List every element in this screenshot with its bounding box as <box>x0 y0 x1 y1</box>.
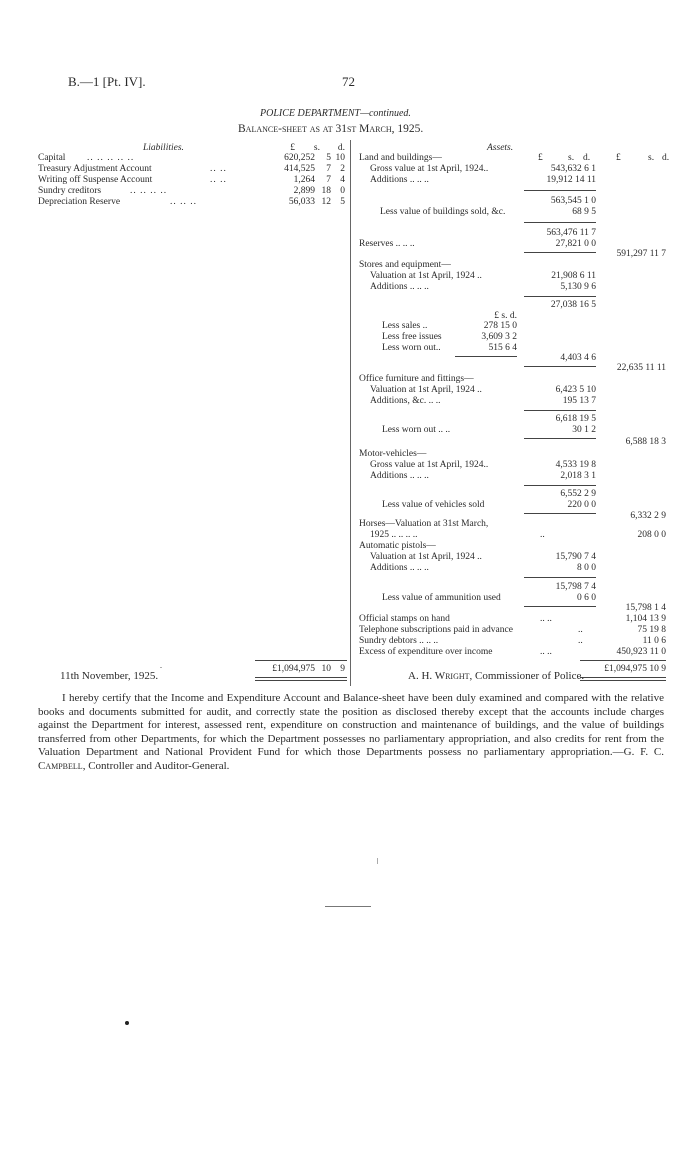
liab-leader: .. .. <box>210 164 227 174</box>
liab-label: Sundry creditors <box>38 186 102 196</box>
rule <box>524 410 596 411</box>
motor-total: 6,332 2 9 <box>630 511 666 521</box>
stores-less-total: 4,403 4 6 <box>560 353 596 363</box>
other-asset-leader: .. .. <box>540 614 552 624</box>
motor-title: Motor-vehicles— <box>359 449 427 459</box>
horses-leader: .. <box>540 530 545 540</box>
assets-total-double-rule-2 <box>580 680 666 681</box>
liab-label: Depreciation Reserve <box>38 197 121 207</box>
horses-total: 208 0 0 <box>637 530 666 540</box>
reserves-value: 27,821 0 0 <box>555 239 596 249</box>
stores-add-value: 5,130 9 6 <box>560 282 596 292</box>
liab-shillings: 7 <box>326 175 331 185</box>
footer-rule <box>325 906 371 907</box>
other-asset-leader: .. <box>578 625 583 635</box>
signatory-name: A. H. Wright <box>408 670 470 682</box>
liab-total-double-rule-2 <box>255 680 347 681</box>
assets-head-pounds-2: £ <box>616 153 621 163</box>
horses-label-1: Horses—Valuation at 31st March, <box>359 519 489 529</box>
liab-label: Writing off Suspense Account <box>38 175 153 185</box>
liab-leader: .. .. .. .. .. <box>87 153 135 163</box>
ink-speck <box>125 1021 129 1025</box>
department-title: POLICE DEPARTMENT—continued. <box>260 108 411 119</box>
office-total: 6,588 18 3 <box>625 437 666 447</box>
assets-heading: Assets. <box>487 143 514 153</box>
page-number: 72 <box>342 74 355 89</box>
stores-total: 22,635 11 11 <box>616 363 666 373</box>
stores-less-value: 278 15 0 <box>483 321 517 331</box>
liab-total-rule <box>255 660 347 661</box>
balance-sheet-title: Balance-sheet as at 31st March, 1925. <box>238 123 424 135</box>
other-asset-label: Sundry debtors .. .. .. <box>359 636 439 646</box>
stores-less-label: Less worn out.. <box>382 343 441 353</box>
signatory-title: , Commissioner of Police. <box>469 670 585 682</box>
liab-total-d: 9 <box>340 664 345 674</box>
stores-less-value: 515 6 4 <box>488 343 517 353</box>
office-val-value: 6,423 5 10 <box>555 385 596 395</box>
liab-pence: 10 <box>335 153 345 163</box>
liab-shillings: 12 <box>321 197 331 207</box>
stores-val-value: 21,908 6 11 <box>551 271 596 281</box>
liab-leader: .. .. .. .. <box>130 186 168 196</box>
stores-subtotal: 27,038 16 5 <box>550 300 596 310</box>
signature-line <box>408 670 584 683</box>
liab-pounds: 2,899 <box>293 186 315 196</box>
audit-certificate <box>38 692 664 774</box>
liab-shillings: 18 <box>321 186 331 196</box>
pistols-val-value: 15,790 7 4 <box>555 552 596 562</box>
liab-total-pounds: £1,094,975 <box>272 664 315 674</box>
liab-leader: .. .. .. <box>170 197 197 207</box>
liab-head-s: s. <box>313 143 320 153</box>
motor-add-label: Additions .. .. .. <box>370 471 429 481</box>
assets-head-d-1: d. <box>583 153 591 163</box>
other-asset-label: Official stamps on hand <box>359 614 450 624</box>
pistols-less-label: Less value of ammunition used <box>382 593 501 603</box>
motor-less-label: Less value of vehicles sold <box>382 500 485 510</box>
liab-total-s: 10 <box>321 664 331 674</box>
liab-pounds: 414,525 <box>284 164 315 174</box>
rule <box>524 296 596 297</box>
liab-head-d: d. <box>337 143 345 153</box>
stores-less-value: 3,609 3 2 <box>481 332 517 342</box>
liab-shillings: 7 <box>326 164 331 174</box>
office-val-label: Valuation at 1st April, 1924 .. <box>370 385 482 395</box>
office-less-value: 30 1 2 <box>572 425 596 435</box>
land-gross-label: Gross value at 1st April, 1924.. <box>370 164 489 174</box>
column-divider <box>350 140 351 686</box>
motor-less-value: 220 0 0 <box>567 500 596 510</box>
liab-pence: 0 <box>340 186 345 196</box>
other-asset-value: 1,104 13 9 <box>625 614 666 624</box>
margin-dot: . <box>160 661 162 670</box>
pistols-val-label: Valuation at 1st April, 1924 .. <box>370 552 482 562</box>
office-less-label: Less worn out .. .. <box>382 425 451 435</box>
stores-less-heads: £ s. d. <box>494 311 517 321</box>
auditor-title: , Controller and Auditor-General. <box>82 759 230 772</box>
rule <box>455 356 517 357</box>
report-reference: B.—1 [Pt. IV]. <box>68 74 146 89</box>
other-asset-value: 11 0 6 <box>642 636 666 646</box>
assets-total-double-rule-1 <box>580 677 666 678</box>
stores-val-label: Valuation at 1st April, 1924 .. <box>370 271 482 281</box>
assets-head-s-1: s. <box>568 153 575 163</box>
liab-head-pounds: £ <box>290 143 295 153</box>
motor-gross-value: 4,533 19 8 <box>555 460 596 470</box>
other-asset-label: Excess of expenditure over income <box>359 647 493 657</box>
pistols-less-value: 0 6 0 <box>577 593 596 603</box>
land-less-label: Less value of buildings sold, &c. <box>380 207 506 217</box>
other-asset-value: 75 19 8 <box>637 625 666 635</box>
land-less-value: 68 9 5 <box>572 207 596 217</box>
stores-add-label: Additions .. .. .. <box>370 282 429 292</box>
land-add-label: Additions .. .. .. <box>370 175 429 185</box>
pistols-title: Automatic pistols— <box>359 541 436 551</box>
land-total: 591,297 11 7 <box>616 249 666 259</box>
assets-head-pounds-1: £ <box>538 153 543 163</box>
liab-total-double-rule-1 <box>255 677 347 678</box>
liabilities-heading: Liabilities. <box>143 143 184 153</box>
rule <box>524 577 596 578</box>
assets-grand-total: £1,094,975 10 9 <box>604 664 666 674</box>
liab-pounds: 620,252 <box>284 153 315 163</box>
liab-label: Treasury Adjustment Account <box>38 164 152 174</box>
land-gross-value: 543,632 6 1 <box>550 164 596 174</box>
other-asset-value: 450,923 11 0 <box>616 647 666 657</box>
land-subtotal: 563,545 1 0 <box>550 196 596 206</box>
rule <box>524 485 596 486</box>
assets-head-s-2: s. <box>648 153 655 163</box>
rule <box>524 190 596 191</box>
horses-label-2: 1925 .. .. .. .. <box>370 530 418 540</box>
assets-total-rule <box>580 660 666 661</box>
land-title: Land and buildings— <box>359 153 442 163</box>
stores-less-label: Less free issues <box>382 332 442 342</box>
reserves-label: Reserves .. .. .. <box>359 239 415 249</box>
office-add-value: 195 13 7 <box>562 396 596 406</box>
office-title: Office furniture and fittings— <box>359 374 474 384</box>
date: 11th November, 1925. <box>60 670 159 682</box>
liab-shillings: 5 <box>326 153 331 163</box>
stores-title: Stores and equipment— <box>359 260 451 270</box>
other-asset-leader: .. <box>578 636 583 646</box>
pistols-add-value: 8 0 0 <box>577 563 596 573</box>
rule <box>524 222 596 223</box>
stores-less-label: Less sales .. <box>382 321 428 331</box>
liab-pounds: 56,033 <box>288 197 315 207</box>
liab-leader: .. .. <box>210 175 227 185</box>
office-add-label: Additions, &c. .. .. <box>370 396 441 406</box>
other-asset-leader: .. .. <box>540 647 552 657</box>
liab-pounds: 1,264 <box>293 175 315 185</box>
liab-label: Capital <box>38 153 66 163</box>
pistols-total: 15,798 1 4 <box>625 603 666 613</box>
assets-head-d-2: d. <box>662 153 670 163</box>
office-subtotal: 6,618 19 5 <box>555 414 596 424</box>
liab-pence: 2 <box>340 164 345 174</box>
motor-gross-label: Gross value at 1st April, 1924.. <box>370 460 489 470</box>
pistols-subtotal: 15,798 7 4 <box>555 582 596 592</box>
land-add-value: 19,912 14 11 <box>546 175 596 185</box>
certificate-text: I hereby certify that the Income and Expenditure Account and Balance-sheet have been duly examined and compared with the relative books and documents submitted for audit, and correctly state the position as disclosed thereby except that the accounts include charges against the Department for interest, assessed rent, expenditure on construction and maintenance of buildings, and the value of buildings transferred from other Departments, for which the Department possesses no parliamentary appropriation, and also credits for rent from the Valuation Department and National Provident Fund for which those Departments possess no parliamentary appropriation.— <box>38 692 664 759</box>
land-net: 563,476 11 7 <box>546 228 596 238</box>
pistols-add-label: Additions .. .. .. <box>370 563 429 573</box>
ink-speck <box>377 858 378 864</box>
liab-pence: 5 <box>340 197 345 207</box>
other-asset-label: Telephone subscriptions paid in advance <box>359 625 513 635</box>
motor-subtotal: 6,552 2 9 <box>560 489 596 499</box>
auditor-name: G. F. C. Campbell <box>38 746 664 772</box>
liab-pence: 4 <box>340 175 345 185</box>
motor-add-value: 2,018 3 1 <box>560 471 596 481</box>
